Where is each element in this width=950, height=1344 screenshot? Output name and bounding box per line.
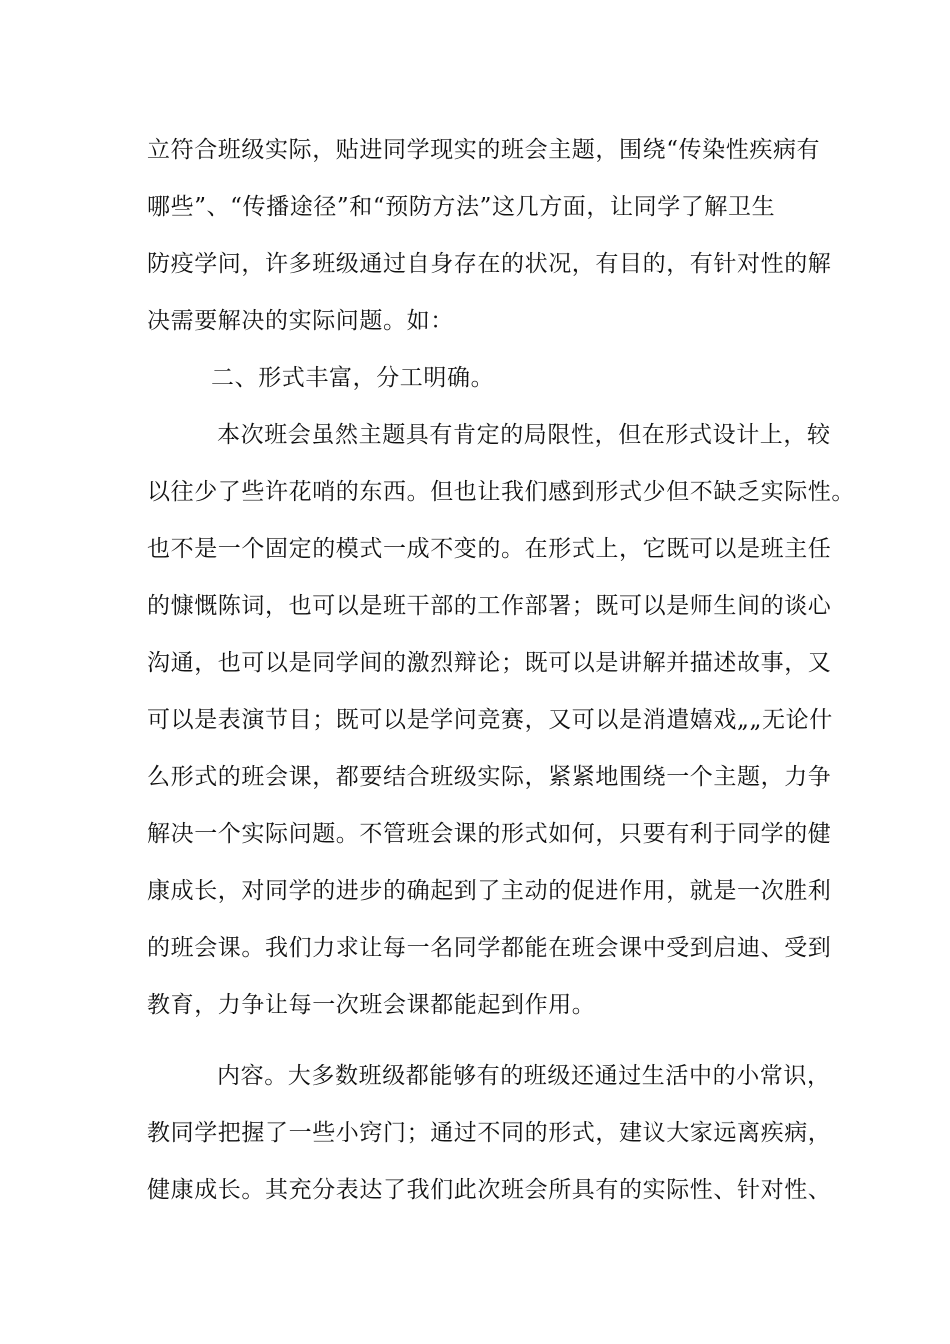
- text-line: 的班会课。我们力求让每一名同学都能在班会课中受到启迪、受到: [147, 935, 832, 961]
- text-line: 可以是表演节目；既可以是学问竞赛，又可以是消遣嬉戏„„无论什: [147, 707, 833, 733]
- text-line: 立符合班级实际，贴进同学现实的班会主题，围绕“传染性疾病有: [147, 137, 821, 163]
- text-line: 的慷慨陈词，也可以是班干部的工作部署；既可以是师生间的谈心: [147, 593, 832, 619]
- text-line: 哪些”、“传播途径”和“预防方法”这几方面，让同学了解卫生: [147, 194, 776, 220]
- text-line: 决需要解决的实际问题。如：: [147, 308, 454, 334]
- text-line: 内容。大多数班级都能够有的班级还通过生活中的小常识，: [217, 1063, 831, 1089]
- text-line: 教育，力争让每一次班会课都能起到作用。: [147, 992, 596, 1018]
- text-line: 么形式的班会课，都要结合班级实际，紧紧地围绕一个主题，力争: [147, 764, 832, 790]
- text-line: 防疫学问，许多班级通过自身存在的状况，有目的，有针对性的解: [147, 251, 832, 277]
- section-heading: 二、形式丰富，分工明确。: [211, 365, 495, 391]
- text-line: 康成长，对同学的进步的确起到了主动的促进作用，就是一次胜利: [147, 878, 832, 904]
- text-line: 以往少了些许花哨的东西。但也让我们感到形式少但不缺乏实际性。: [147, 479, 855, 505]
- text-line: 沟通，也可以是同学间的激烈辩论；既可以是讲解并描述故事，又: [147, 650, 832, 676]
- text-line: 健康成长。其充分表达了我们此次班会所具有的实际性、针对性、: [147, 1177, 832, 1203]
- text-line: 也不是一个固定的模式一成不变的。在形式上，它既可以是班主任: [147, 536, 832, 562]
- text-line: 解决一个实际问题。不管班会课的形式如何，只要有利于同学的健: [147, 821, 832, 847]
- text-line: 教同学把握了一些小窍门；通过不同的形式，建议大家远离疾病，: [147, 1120, 832, 1146]
- text-line: 本次班会虽然主题具有肯定的局限性，但在形式设计上，较: [217, 422, 831, 448]
